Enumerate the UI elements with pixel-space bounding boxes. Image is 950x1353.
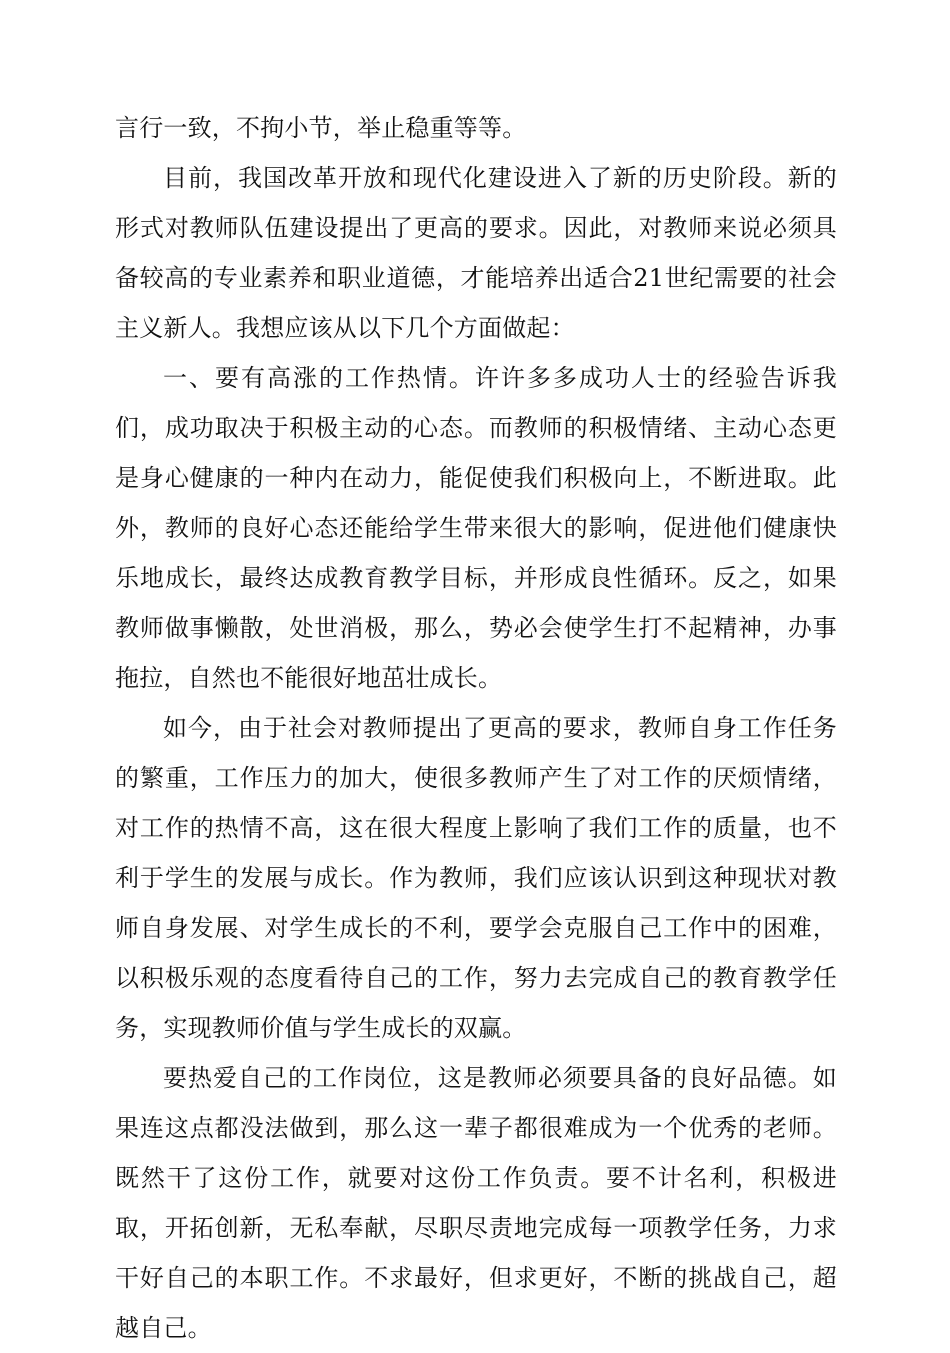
paragraph-work-pressure: 如今，由于社会对教师提出了更高的要求，教师自身工作任务的繁重，工作压力的加大，使很多教师产生了对工作的厌烦情绪，对工作的热情不高，这在很大程度上影响了我们工作的质量，也不利于学生的发展与成长。作为教师，我们应该认识到这种现状对教师自身发展、对学生成长的不利，要学会克服自己工作中的困难，以积极乐观的态度看待自己的工作，努力去完成自己的教育教学任务，实现教师价值与学生成长的双赢。: [115, 714, 837, 1042]
document-body: [115, 103, 837, 1353]
paragraph-love-job: 要热爱自己的工作岗位，这是教师必须要具备的良好品德。如果连这点都没法做到，那么这一辈子都很难成为一个优秀的老师。既然干了这份工作，就要对这份工作负责。要不计名利，积极进取，开拓创新，无私奉献，尽职尽责地完成每一项教学任务，力求干好自己的本职工作。不求最好，但求更好，不断的挑战自己，超越自己。: [115, 1064, 837, 1342]
paragraph-intro: 目前，我国改革开放和现代化建设进入了新的历史阶段。新的形式对教师队伍建设提出了更高的要求。因此，对教师来说必须具备较高的专业素养和职业道德，才能培养出适合21世纪需要的社会主义新人。我想应该从以下几个方面做起：: [115, 164, 837, 342]
paragraph-continuation: 言行一致，不拘小节，举止稳重等等。: [115, 114, 527, 142]
paragraph-work-enthusiasm: 一、要有高涨的工作热情。许许多多成功人士的经验告诉我们，成功取决于积极主动的心态。而教师的积极情绪、主动心态更是身心健康的一种内在动力，能促使我们积极向上，不断进取。此外，教师的良好心态还能给学生带来很大的影响，促进他们健康快乐地成长，最终达成教育教学目标，并形成良性循环。反之，如果教师做事懒散，处世消极，那么，势必会使学生打不起精神，办事拖拉，自然也不能很好地茁壮成长。: [115, 364, 837, 692]
